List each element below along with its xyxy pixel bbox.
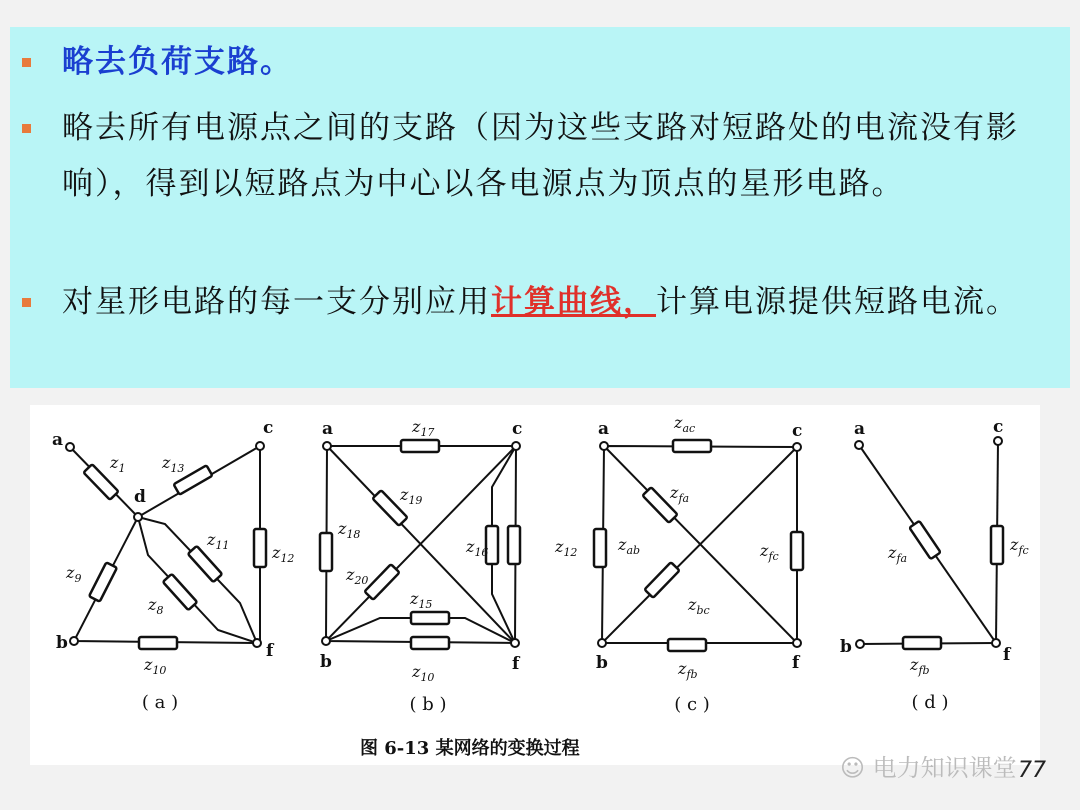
resistor — [89, 562, 117, 601]
resistor — [909, 521, 940, 559]
impedance-label: $z_{ab}$ — [618, 535, 641, 557]
terminal-node — [66, 443, 74, 451]
watermark-text: 电力知识课堂 — [872, 754, 1017, 782]
impedance-label: $z_{17}$ — [412, 417, 435, 439]
wire — [138, 517, 257, 643]
text-segment: 对星形电路的每一支分别应用 — [62, 284, 491, 320]
impedance-label: $z_{12}$ — [555, 537, 578, 559]
impedance-label: $z_{10}$ — [412, 662, 435, 684]
impedance-label: $z_{20}$ — [346, 565, 369, 587]
node-label-b: b — [596, 653, 608, 673]
terminal-node — [855, 441, 863, 449]
resistor — [364, 564, 399, 600]
resistor — [991, 526, 1003, 564]
resistor — [673, 440, 711, 452]
terminal-node — [994, 437, 1002, 445]
watermark — [840, 748, 1017, 783]
page-number: 77 — [1018, 758, 1046, 783]
resistor — [668, 639, 706, 651]
node-label-b: b — [840, 637, 852, 657]
terminal-node — [323, 442, 331, 450]
subfigure-label: ( b ) — [409, 694, 447, 715]
impedance-label: $z_{16}$ — [466, 537, 489, 559]
resistor — [139, 637, 177, 649]
terminal-node — [856, 640, 864, 648]
terminal-node — [134, 513, 142, 521]
impedance-label: $z_{11}$ — [207, 530, 230, 552]
terminal-node — [256, 442, 264, 450]
node-label-c: c — [993, 417, 1004, 437]
resistor — [508, 526, 520, 564]
node-label-f: f — [792, 653, 800, 673]
node-label-b: b — [56, 633, 68, 653]
impedance-label: $z_{12}$ — [272, 543, 295, 565]
impedance-label: $z_{fb}$ — [910, 655, 930, 677]
impedance-label: $z_{fa}$ — [670, 483, 690, 505]
text-segment: 计算电源提供短路电流。 — [656, 284, 1019, 320]
wechat-icon: ☺ — [840, 754, 873, 782]
node-label-f: f — [512, 654, 520, 674]
node-label-a: a — [322, 419, 334, 439]
highlight-text: 计算曲线， — [491, 284, 656, 320]
node-label-c: c — [263, 418, 274, 438]
wire — [138, 517, 257, 643]
bullet-text: 略去所有电源点之间的支路（因为这些支路对短路处的电流没有影响），得到以短路点为中心以各电源点为顶点的星形电路。 — [62, 110, 1019, 202]
node-label-a: a — [854, 419, 866, 439]
terminal-node — [253, 639, 261, 647]
impedance-label: $z_{13}$ — [162, 453, 185, 475]
impedance-label: $z_{ac}$ — [674, 413, 696, 435]
node-label-f: f — [1003, 645, 1011, 665]
resistor — [320, 533, 332, 571]
resistor — [411, 637, 449, 649]
impedance-label: $z_8$ — [148, 595, 164, 617]
terminal-node — [512, 442, 520, 450]
impedance-label: $z_{10}$ — [144, 655, 167, 677]
resistor — [411, 612, 449, 624]
impedance-label: $z_{fc}$ — [1010, 535, 1029, 557]
impedance-label: $z_{15}$ — [410, 589, 433, 611]
terminal-node — [70, 637, 78, 645]
figure-caption: 图 6-13 某网络的变换过程 — [360, 738, 580, 759]
resistor — [791, 532, 803, 570]
impedance-label: $z_{18}$ — [338, 519, 361, 541]
impedance-label: $z_{fc}$ — [760, 541, 779, 563]
node-label-a: a — [52, 430, 64, 450]
subfigure-label: ( a ) — [141, 692, 179, 713]
impedance-label: $z_{bc}$ — [688, 595, 710, 617]
resistor — [401, 440, 439, 452]
subfigure-label: ( c ) — [674, 694, 710, 715]
resistor — [254, 529, 266, 567]
impedance-label: $z_1$ — [110, 453, 126, 475]
bullet-heading: 略去负荷支路。 — [62, 44, 293, 80]
node-label-c: c — [512, 419, 523, 439]
terminal-node — [511, 639, 519, 647]
impedance-label: $z_{fa}$ — [888, 543, 908, 565]
node-label-f: f — [266, 641, 274, 661]
node-label-d: d — [134, 487, 146, 507]
node-label-a: a — [598, 419, 610, 439]
subfigure-label: ( d ) — [911, 692, 949, 713]
resistor — [644, 562, 679, 598]
resistor — [903, 637, 941, 649]
resistor — [163, 574, 197, 610]
terminal-node — [322, 637, 330, 645]
node-label-c: c — [792, 421, 803, 441]
node-label-b: b — [320, 652, 332, 672]
terminal-node — [600, 442, 608, 450]
terminal-node — [992, 639, 1000, 647]
impedance-label: $z_{19}$ — [400, 485, 423, 507]
impedance-label: $z_{fb}$ — [678, 659, 698, 681]
terminal-node — [598, 639, 606, 647]
terminal-node — [793, 443, 801, 451]
terminal-node — [793, 639, 801, 647]
impedance-label: $z_9$ — [66, 563, 82, 585]
resistor — [594, 529, 606, 567]
